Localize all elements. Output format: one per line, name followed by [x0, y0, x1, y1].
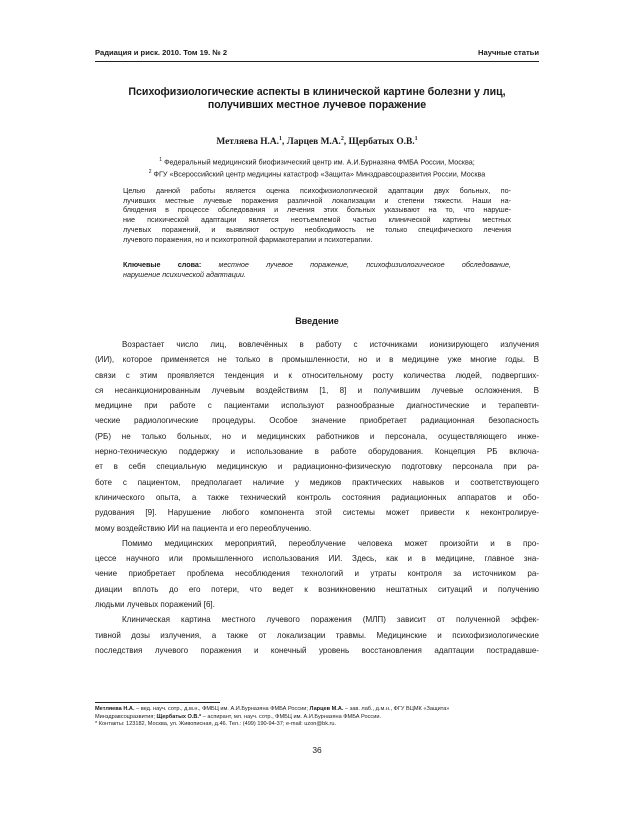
- abstract-line: ние психической адаптации является неотъемлемой частью клинической картины местных: [123, 215, 511, 225]
- page-number: 36: [312, 745, 322, 755]
- body-line: Возрастает число лиц, вовлечённых в работу с источниками ионизирующего излучения: [122, 340, 539, 349]
- body-line: чение приобретает проблема несоблюдения технологий и утраты контроля за источником ра-: [95, 569, 539, 579]
- author-affil-mark: 2: [340, 136, 344, 142]
- author-name: Щербатых О.В.: [348, 137, 415, 148]
- body-line: связи с этим проявляется тенденция и к относительному росту количества людей, подвергших-: [95, 370, 539, 380]
- body-text: [95, 337, 539, 658]
- abstract-line: лучевых поражений, и выявляют острую необходимость не только специфического лечения: [123, 224, 511, 234]
- abstract-line: лучивших местные лучевые поражения различной локализации и степени тяжести. Наши на-: [123, 195, 511, 205]
- body-line: нерно-техническую поддержку и использование в работе оборудования. Концепция РБ включа-: [95, 447, 539, 457]
- running-header: [95, 48, 539, 62]
- body-line: последствия лучевого поражения и конечный уровень восстановления адаптации пострадавше-: [95, 645, 539, 655]
- section-heading: Введение: [295, 316, 339, 326]
- keywords-text: местное лучевое поражение, психофизиологическое обследование,: [218, 260, 511, 269]
- footnote-line: Метляева Н.А. – вед. науч. сотр., д.м.н., ФМБЦ им. А.И.Бурназяна ФМБА России; Ларцев М.А. – зав. лаб., д.м.н., ФГУ ВЦМК «Защита»: [95, 706, 450, 712]
- title-line: получивших местное лучевое поражение: [207, 99, 427, 111]
- keywords-label: Ключевые слова:: [123, 260, 202, 269]
- affiliations: [95, 155, 539, 180]
- keywords-text: нарушение психической адаптации.: [123, 269, 246, 279]
- body-line: рудования [9]. Нарушение любого компонента этой системы может привести к неконтролируе-: [95, 508, 539, 518]
- body-line: ческие радиологические процедуры. Особое значение приобретает радиационная безопасность: [95, 416, 539, 426]
- affiliation: $^2$ ФГУ «Всероссийский центр медицины катастроф «Защита» Минздравсоцразвития России, Москва: [148, 169, 486, 179]
- author-name: Ларцев М.А.: [286, 137, 341, 148]
- title-line: Психофизиологические аспекты в клинической картине болезни у лиц,: [128, 86, 506, 98]
- journal-citation: Радиация и риск. 2010. Том 19. № 2: [95, 48, 228, 57]
- body-line: медицине при работе с пациентами используют разнообразные диагностические и терапевти-: [95, 401, 539, 411]
- body-line: Клиническая картина местного лучевого поражения (МЛП) зависит от полученной эффек-: [122, 615, 539, 625]
- author-list: Метляева Н.А.$^1$, Ларцев М.А.$^2$, Щербатых О.В.$^1$: [216, 136, 418, 148]
- body-line: людьми лучевых поражений [6].: [95, 600, 215, 610]
- abstract-line: блюдения в процессе обследования и лечения этих больных указывают на то, что наруше-: [123, 205, 511, 215]
- body-line: Помимо медицинских мероприятий, переоблучение человека может произойти и в про-: [122, 538, 539, 548]
- body-line: боте с пациентом, предполагает наличие у медиков практических навыков и соответствующего: [95, 477, 539, 487]
- author-name: Метляева Н.А.: [216, 137, 280, 148]
- body-line: цессе научного или промышленного использования ИИ. Здесь, как и в медицине, главное зна-: [95, 554, 539, 564]
- section-label: Научные статьи: [478, 48, 539, 57]
- keywords: [123, 260, 511, 279]
- body-line: ся несанкционированным лучевым воздействиям [1, 8] и получившим лучевые осложнения. В: [95, 385, 539, 395]
- body-line: (РБ) не только больных, но и медицинских работников и персонала, осуществляющего инже-: [95, 431, 539, 441]
- footnote-line: * Контакты: 123182, Москва, ул. Живописная, д.46. Тел.: (499) 190-94-37; e-mail: uzon@bk.ru.: [95, 721, 337, 728]
- abstract-line: лучевого поражения, но и психотропной фармакотерапии и психотерапии.: [123, 234, 373, 244]
- abstract-line: Целью данной работы является оценка психофизиологической адаптации двух больных, по-: [123, 186, 511, 195]
- body-line: клинического опыта, а также технический контроль состояния радиационных аппаратов и обо-: [95, 492, 539, 502]
- article-title: [95, 86, 539, 112]
- body-line: диации вплоть до его потери, что ведет к возникновению нештатных ситуаций и получению: [95, 584, 539, 594]
- body-line: ет в себя специальную медицинскую и радиационно-физическую подготовку персонала при ра-: [95, 462, 539, 472]
- body-line: (ИИ), которое применяется не только в промышленности, но и в медицине уже многие годы. В: [95, 355, 539, 365]
- abstract: [123, 186, 511, 244]
- footnotes: [95, 706, 539, 729]
- header-rule: [95, 61, 539, 62]
- author-affil-mark: 1: [279, 136, 283, 142]
- body-line: мому воздействию ИИ на пациента и его переоблучению.: [95, 523, 312, 533]
- footnote-rule: [95, 702, 220, 703]
- author-affil-mark: 1: [414, 136, 418, 142]
- footnote-line: Минздравсоцразвития; Щербатых О.В.* – аспирант, мл. науч. сотр., ФМБЦ им. А.И.Бурназяна ФМБА России.: [95, 713, 382, 720]
- affiliation: $^1$ Федеральный медицинский биофизический центр им. А.И.Бурназяна ФМБА России, Москва;: [159, 157, 475, 167]
- body-line: тивной дозы излучения, а также от локализации травмы. Медицинские и психофизиологические: [95, 630, 539, 640]
